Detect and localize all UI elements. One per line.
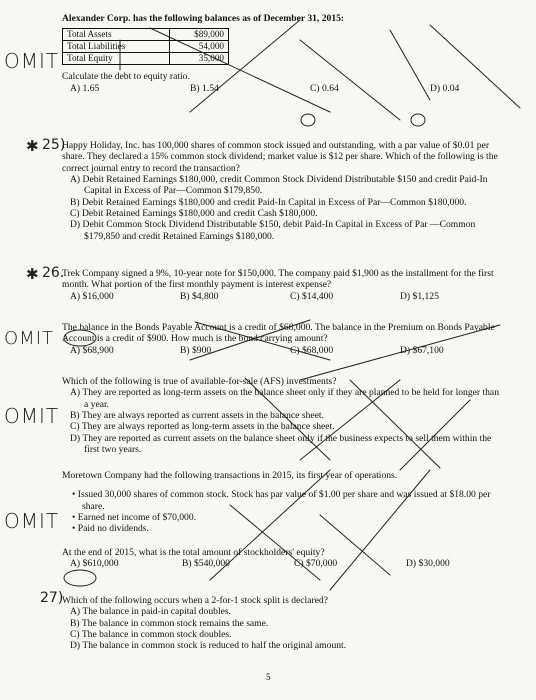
option-a: A) They are reported as long-term assets on the balance sheet only if they are planned to be held for longer than a year. bbox=[70, 387, 499, 410]
option-c: C) The balance in common stock doubles. bbox=[70, 628, 232, 640]
question-stem: Trek Company signed a 9%, 10-year note for $150,000. The company paid $1,900 as the installment for the first month. What portion of the first monthly payment is interest expense? bbox=[62, 268, 494, 291]
circle-mark bbox=[64, 570, 96, 586]
option-d: D) $30,000 bbox=[406, 557, 450, 569]
question-stem: Which of the following is true of available-for-sale (AFS) investments? bbox=[62, 376, 337, 387]
table-row bbox=[63, 53, 229, 65]
option-c: C) $68,000 bbox=[290, 344, 334, 356]
omit-note: OMIT bbox=[4, 328, 55, 349]
question-text: Calculate the debt to equity ratio. bbox=[62, 71, 190, 83]
table-value: 35,000 bbox=[170, 53, 229, 65]
question-stem: Moretown Company had the following transactions in 2015, its first year of operations. bbox=[62, 470, 398, 481]
question-stem: Happy Holiday, Inc. has 100,000 shares of common stock issued and outstanding, with a par value of $0.01 per share. They declared a 15% common stock dividend; market value is $12 per share. Which of the following is the correct journal entry to record the transaction? bbox=[62, 140, 498, 174]
option-b: B) $900 bbox=[180, 344, 212, 356]
option-b: B) Debit Retained Earnings $180,000 and credit Paid-In Capital in Excess of Par—Common $180,000. bbox=[70, 196, 467, 208]
circle-mark bbox=[301, 114, 315, 126]
option-c: C) $70,000 bbox=[294, 557, 338, 569]
question-stem: Alexander Corp. has the following balances as of December 31, 2015: bbox=[62, 13, 345, 24]
question-bonds bbox=[62, 322, 502, 356]
option-a: A) Debit Retained Earnings $180,000, credit Common Stock Dividend Distributable $150 and credit Paid-In Capital in Excess of Par—Common $179,850. bbox=[70, 173, 488, 197]
list-item: • Issued 30,000 shares of common stock. Stock has par value of $1.00 per share and was issued at $18.00 per share. bbox=[72, 489, 491, 512]
star-mark: ✱ bbox=[26, 265, 39, 283]
table-row bbox=[63, 29, 229, 41]
question-number: 27) bbox=[40, 590, 64, 606]
option-a: A) 1.65 bbox=[70, 82, 100, 94]
option-b: B) The balance in common stock remains the same. bbox=[70, 617, 269, 629]
option-b: B) $4,800 bbox=[180, 290, 219, 302]
question-text: At the end of 2015, what is the total amount of stockholders' equity? bbox=[62, 546, 325, 558]
option-a: A) The balance in paid-in capital doubles. bbox=[70, 606, 231, 618]
omit-note: OMIT bbox=[4, 509, 60, 533]
balances-table bbox=[62, 28, 229, 65]
option-b: B) 1.54 bbox=[190, 82, 219, 94]
table-row bbox=[63, 41, 229, 53]
page-number: 5 bbox=[266, 672, 271, 682]
option-c: C) 0.64 bbox=[310, 82, 339, 94]
list-item: • Earned net income of $70,000. bbox=[72, 511, 197, 523]
table-label: Total Assets bbox=[63, 29, 170, 41]
option-d: D) 0.04 bbox=[430, 82, 460, 94]
question-afs bbox=[62, 376, 502, 455]
question-moretown bbox=[62, 470, 502, 569]
star-mark: ✱ bbox=[26, 137, 39, 155]
option-b: B) They are always reported as current assets in the balance sheet. bbox=[70, 409, 324, 421]
table-label: Total Liabilities bbox=[63, 41, 170, 53]
option-d: D) The balance in common stock is reduced to half the original amount. bbox=[70, 640, 347, 652]
option-d: D) They are reported as current assets on the balance sheet only if the business expects to sell them within the first two years. bbox=[70, 432, 492, 455]
table-label: Total Equity bbox=[63, 53, 170, 65]
option-d: D) $1,125 bbox=[400, 290, 439, 302]
question-stem: Which of the following occurs when a 2-for-1 stock split is declared? bbox=[62, 595, 328, 606]
circle-mark bbox=[411, 114, 425, 126]
question-25 bbox=[62, 140, 502, 242]
question-number: 26. bbox=[42, 265, 65, 281]
omit-note: OMIT bbox=[4, 404, 60, 428]
option-b: B) $540,000 bbox=[182, 557, 230, 569]
table-value: 54,000 bbox=[170, 41, 229, 53]
option-d: D) $67,100 bbox=[400, 344, 444, 356]
option-c: C) They are always reported as long-term assets in the balance sheet. bbox=[70, 421, 335, 433]
bullet-text: Earned net income of $70,000. bbox=[77, 511, 197, 523]
question-alexander bbox=[62, 13, 502, 94]
option-a: A) $16,000 bbox=[70, 290, 114, 302]
option-row bbox=[70, 345, 502, 356]
bullet-text: Paid no dividends. bbox=[77, 523, 149, 535]
option-a: A) $610,000 bbox=[70, 557, 119, 569]
option-d: D) Debit Common Stock Dividend Distributable $150, debit Paid-In Capital in Excess of Par —Common $179,850 and credit Retained Earnings $180,000. bbox=[70, 219, 476, 242]
option-c: C) Debit Retained Earnings $180,000 and credit Cash $180,000. bbox=[70, 207, 318, 219]
list-item: • Paid no dividends. bbox=[72, 523, 149, 535]
table-value: $89,000 bbox=[170, 29, 229, 41]
question-27 bbox=[62, 595, 502, 652]
option-a: A) $68,900 bbox=[70, 344, 114, 356]
option-c: C) $14,400 bbox=[290, 290, 334, 302]
question-number: 25) bbox=[42, 137, 66, 153]
bullet-text: Issued 30,000 shares of common stock. Stock has par value of $1.00 per share and was issued at $18.00 per share. bbox=[77, 489, 491, 512]
question-stem: The balance in the Bonds Payable Account is a credit of $68,000. The balance in the Premium on Bonds Payable Account is a credit of $900. How much is the bond carrying amount? bbox=[62, 322, 495, 345]
option-row bbox=[70, 83, 502, 94]
omit-note: OMIT bbox=[4, 49, 60, 73]
option-row bbox=[70, 291, 502, 302]
question-26 bbox=[62, 268, 502, 302]
option-row bbox=[70, 558, 502, 569]
